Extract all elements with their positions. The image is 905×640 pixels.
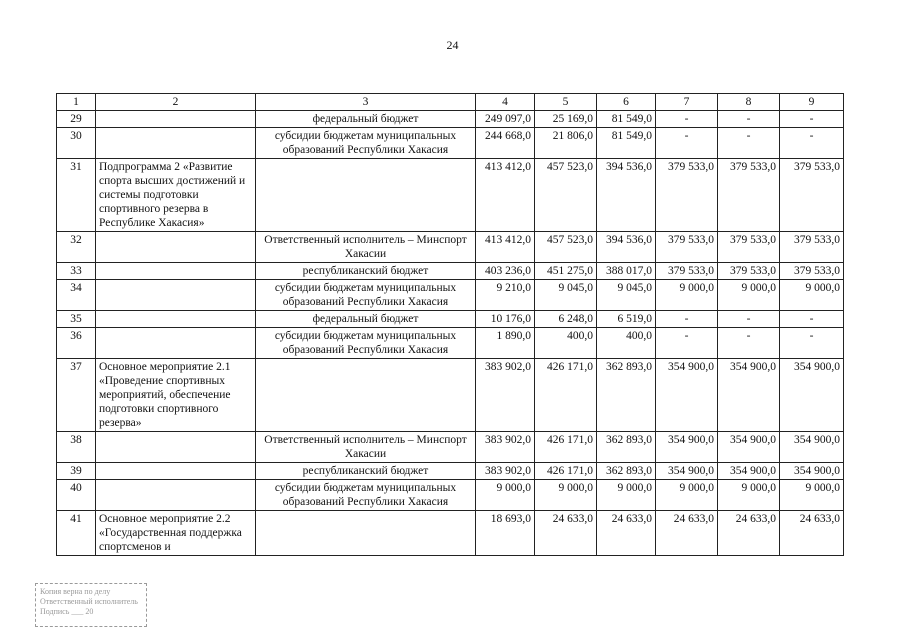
amount-cell: - [656, 111, 718, 128]
amount-cell: 400,0 [597, 328, 656, 359]
funding-source-cell [256, 159, 476, 232]
program-name-cell: Подпрограмма 2 «Развитие спорта высших достижений и системы подготовки спортивного резерва в Республике Хакасия» [96, 159, 256, 232]
amount-cell: 244 668,0 [476, 128, 535, 159]
row-number: 30 [57, 128, 96, 159]
table-row [57, 480, 844, 511]
amount-cell: 354 900,0 [656, 359, 718, 432]
table-row [57, 128, 844, 159]
amount-cell: 388 017,0 [597, 263, 656, 280]
row-number: 37 [57, 359, 96, 432]
amount-cell: 25 169,0 [535, 111, 597, 128]
funding-source-cell [256, 359, 476, 432]
program-name-cell [96, 111, 256, 128]
amount-cell: 9 000,0 [476, 480, 535, 511]
amount-cell: 10 176,0 [476, 311, 535, 328]
amount-cell: 24 633,0 [780, 511, 844, 556]
amount-cell: 413 412,0 [476, 232, 535, 263]
amount-cell: 21 806,0 [535, 128, 597, 159]
amount-cell: 457 523,0 [535, 159, 597, 232]
amount-cell: - [718, 111, 780, 128]
amount-cell: 24 633,0 [656, 511, 718, 556]
stamp-line: Подпись ___ 20 [40, 607, 94, 616]
funding-source-cell: субсидии бюджетам муниципальных образований Республики Хакасия [256, 280, 476, 311]
amount-cell: - [780, 311, 844, 328]
amount-cell: 383 902,0 [476, 359, 535, 432]
column-header: 5 [535, 94, 597, 111]
table-row [57, 263, 844, 280]
table-row [57, 159, 844, 232]
row-number: 32 [57, 232, 96, 263]
row-number: 36 [57, 328, 96, 359]
amount-cell: 24 633,0 [718, 511, 780, 556]
amount-cell: 457 523,0 [535, 232, 597, 263]
table-row [57, 511, 844, 556]
row-number: 41 [57, 511, 96, 556]
amount-cell: 451 275,0 [535, 263, 597, 280]
amount-cell: 9 045,0 [535, 280, 597, 311]
column-header: 7 [656, 94, 718, 111]
amount-cell: 379 533,0 [656, 232, 718, 263]
amount-cell: 354 900,0 [656, 432, 718, 463]
amount-cell: 9 000,0 [780, 280, 844, 311]
amount-cell: 354 900,0 [718, 463, 780, 480]
amount-cell: 9 000,0 [780, 480, 844, 511]
column-header: 1 [57, 94, 96, 111]
amount-cell: 379 533,0 [656, 159, 718, 232]
program-name-cell: Основное мероприятие 2.2 «Государственная поддержка спортсменов и [96, 511, 256, 556]
row-number: 29 [57, 111, 96, 128]
funding-source-cell: федеральный бюджет [256, 311, 476, 328]
program-name-cell [96, 432, 256, 463]
table-row [57, 232, 844, 263]
amount-cell: - [718, 311, 780, 328]
funding-source-cell: республиканский бюджет [256, 263, 476, 280]
amount-cell: 354 900,0 [780, 463, 844, 480]
funding-source-cell: Ответственный исполнитель – Минспорт Хакасии [256, 232, 476, 263]
amount-cell: 24 633,0 [597, 511, 656, 556]
amount-cell: 9 000,0 [718, 480, 780, 511]
amount-cell: 394 536,0 [597, 159, 656, 232]
amount-cell: 354 900,0 [718, 432, 780, 463]
amount-cell: 9 000,0 [718, 280, 780, 311]
amount-cell: 81 549,0 [597, 111, 656, 128]
table-row [57, 432, 844, 463]
program-name-cell [96, 480, 256, 511]
amount-cell: 354 900,0 [718, 359, 780, 432]
table-row [57, 111, 844, 128]
page-number: 24 [446, 38, 459, 52]
stamp-line: Ответственный исполнитель [40, 597, 138, 606]
funding-source-cell: республиканский бюджет [256, 463, 476, 480]
row-number: 33 [57, 263, 96, 280]
funding-source-cell [256, 511, 476, 556]
amount-cell: - [656, 311, 718, 328]
row-number: 35 [57, 311, 96, 328]
amount-cell: 249 097,0 [476, 111, 535, 128]
amount-cell: 426 171,0 [535, 463, 597, 480]
amount-cell: 24 633,0 [535, 511, 597, 556]
funding-source-cell: Ответственный исполнитель – Минспорт Хакасии [256, 432, 476, 463]
amount-cell: 379 533,0 [656, 263, 718, 280]
amount-cell: 354 900,0 [780, 432, 844, 463]
amount-cell: - [780, 328, 844, 359]
stamp-line: Копия верна по делу [40, 587, 111, 596]
table-row [57, 328, 844, 359]
program-name-cell [96, 263, 256, 280]
table-row [57, 280, 844, 311]
amount-cell: 379 533,0 [780, 159, 844, 232]
amount-cell: 1 890,0 [476, 328, 535, 359]
amount-cell: 426 171,0 [535, 432, 597, 463]
budget-table [56, 93, 844, 556]
amount-cell: - [718, 128, 780, 159]
program-name-cell [96, 232, 256, 263]
row-number: 31 [57, 159, 96, 232]
amount-cell: 9 045,0 [597, 280, 656, 311]
program-name-cell [96, 463, 256, 480]
funding-source-cell: субсидии бюджетам муниципальных образований Республики Хакасия [256, 328, 476, 359]
amount-cell: 400,0 [535, 328, 597, 359]
amount-cell: 383 902,0 [476, 463, 535, 480]
amount-cell: 6 248,0 [535, 311, 597, 328]
table-row [57, 311, 844, 328]
amount-cell: 394 536,0 [597, 232, 656, 263]
program-name-cell [96, 128, 256, 159]
row-number: 38 [57, 432, 96, 463]
amount-cell: 426 171,0 [535, 359, 597, 432]
column-header: 2 [96, 94, 256, 111]
program-name-cell [96, 311, 256, 328]
column-header: 9 [780, 94, 844, 111]
amount-cell: - [656, 128, 718, 159]
amount-cell: 379 533,0 [780, 232, 844, 263]
amount-cell: 354 900,0 [656, 463, 718, 480]
amount-cell: - [780, 128, 844, 159]
amount-cell: 81 549,0 [597, 128, 656, 159]
amount-cell: 6 519,0 [597, 311, 656, 328]
column-header: 4 [476, 94, 535, 111]
table-row [57, 463, 844, 480]
amount-cell: - [780, 111, 844, 128]
funding-source-cell: федеральный бюджет [256, 111, 476, 128]
amount-cell: 379 533,0 [718, 232, 780, 263]
row-number: 40 [57, 480, 96, 511]
table-header-row [57, 94, 844, 111]
funding-source-cell: субсидии бюджетам муниципальных образований Республики Хакасия [256, 128, 476, 159]
amount-cell: 362 893,0 [597, 432, 656, 463]
amount-cell: 9 000,0 [656, 280, 718, 311]
row-number: 34 [57, 280, 96, 311]
amount-cell: 383 902,0 [476, 432, 535, 463]
amount-cell: 379 533,0 [780, 263, 844, 280]
amount-cell: - [656, 328, 718, 359]
row-number: 39 [57, 463, 96, 480]
amount-cell: 403 236,0 [476, 263, 535, 280]
column-header: 3 [256, 94, 476, 111]
amount-cell: 379 533,0 [718, 159, 780, 232]
amount-cell: 18 693,0 [476, 511, 535, 556]
amount-cell: 379 533,0 [718, 263, 780, 280]
column-header: 8 [718, 94, 780, 111]
program-name-cell: Основное мероприятие 2.1 «Проведение спортивных мероприятий, обеспечение подготовки спортивного резерва» [96, 359, 256, 432]
amount-cell: 9 000,0 [535, 480, 597, 511]
amount-cell: - [718, 328, 780, 359]
program-name-cell [96, 328, 256, 359]
program-name-cell [96, 280, 256, 311]
copy-certification-stamp [35, 583, 147, 627]
column-header: 6 [597, 94, 656, 111]
amount-cell: 354 900,0 [780, 359, 844, 432]
funding-source-cell: субсидии бюджетам муниципальных образований Республики Хакасия [256, 480, 476, 511]
amount-cell: 413 412,0 [476, 159, 535, 232]
amount-cell: 362 893,0 [597, 359, 656, 432]
table-row [57, 359, 844, 432]
amount-cell: 9 210,0 [476, 280, 535, 311]
amount-cell: 9 000,0 [597, 480, 656, 511]
amount-cell: 362 893,0 [597, 463, 656, 480]
amount-cell: 9 000,0 [656, 480, 718, 511]
